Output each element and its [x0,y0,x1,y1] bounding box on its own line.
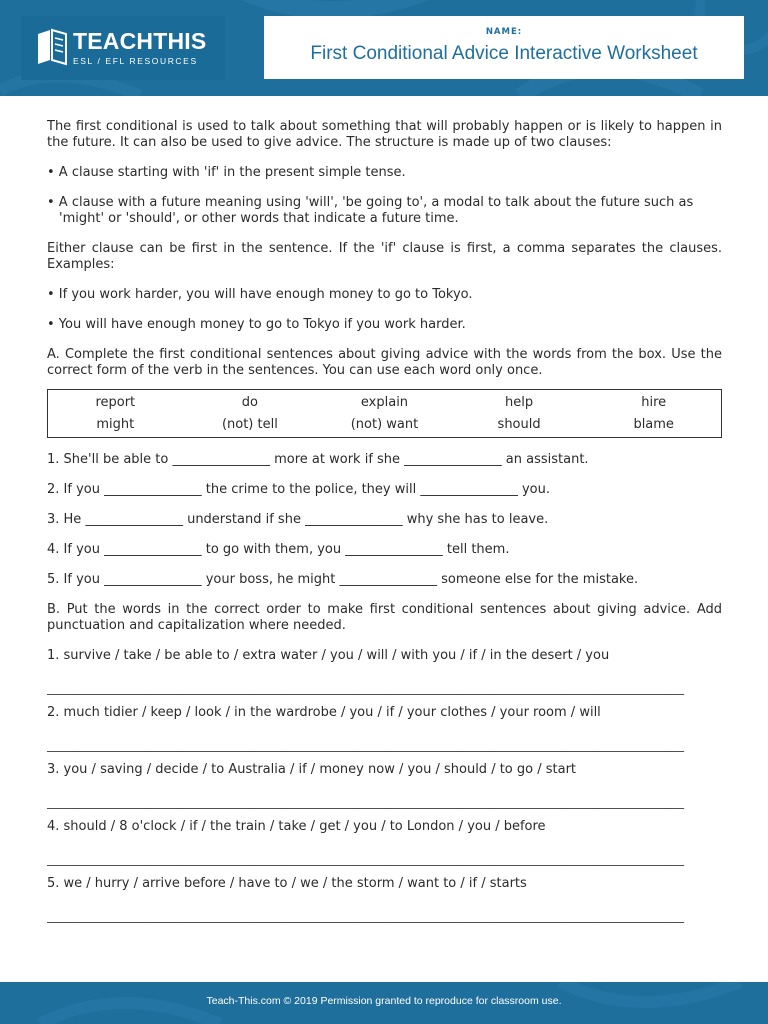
section-b-question-4: 4. should / 8 o'clock / if / the train / take / get / you / to London / you / before [47,819,546,834]
worksheet-content [47,119,722,925]
word-box-item: help [505,394,534,410]
answer-line[interactable]: __________________________________________________________________________________________________ [47,738,684,753]
structure-bullet-2: • A clause with a future meaning using 'will', 'be going to', a modal to talk about the future such as 'might' or 'should', or other words that indicate a future time. [47,195,694,226]
section-a-question-3[interactable]: 3. He _______________ understand if she _______________ why she has to leave. [47,512,549,527]
section-a-question-4[interactable]: 4. If you _______________ to go with them, you _______________ tell them. [47,542,510,557]
structure-bullet-1: • A clause starting with 'if' in the present simple tense. [47,165,406,180]
word-box-item: (not) want [350,416,419,432]
header-banner [0,0,768,96]
section-b-question-2: 2. much tidier / keep / look / in the wardrobe / you / if / your clothes / your room / will [47,705,601,720]
example-2: • You will have enough money to go to Tokyo if you work harder. [47,317,466,332]
section-a-instruction: A. Complete the first conditional sentences about giving advice with the words from the box. Use the correct form of the verb in the sentences. You can use each word only once. [47,347,722,378]
word-box-item: blame [633,416,674,432]
word-box-item: (not) tell [221,416,278,432]
word-box [47,389,722,438]
answer-line[interactable]: __________________________________________________________________________________________________ [47,852,684,867]
example-1: • If you work harder, you will have enough money to go to Tokyo. [47,287,473,302]
logo-wordmark: TEACHTHIS [73,28,207,54]
section-a-question-5[interactable]: 5. If you _______________ your boss, he might _______________ someone else for the mistake. [47,572,639,587]
word-box-item: might [96,416,135,432]
intro-paragraph: The first conditional is used to talk about something that will probably happen or is likely to happen in the future. It can also be used to give advice. The structure is made up of two clauses: [47,119,722,150]
logo-tagline: ESL / EFL RESOURCES [73,56,198,66]
word-box-item: hire [641,394,667,410]
book-icon [35,26,69,66]
clause-order-paragraph: Either clause can be first in the sentence. If the 'if' clause is first, a comma separates the clauses. Examples: [47,241,722,272]
copyright-notice: Teach-This.com © 2019 Permission granted to reproduce for classroom use. [206,995,562,1007]
section-b-instruction: B. Put the words in the correct order to make first conditional sentences about giving advice. Add punctuation and capitalization where needed. [47,602,722,633]
section-b-question-1: 1. survive / take / be able to / extra water / you / will / with you / if / in the desert / you [47,648,610,663]
word-box-item: do [241,394,258,410]
answer-line[interactable]: __________________________________________________________________________________________________ [47,681,684,696]
logo [21,16,225,80]
section-a-question-1[interactable]: 1. She'll be able to _______________ more at work if she _______________ an assistant. [47,452,589,467]
section-a-question-2[interactable]: 2. If you _______________ the crime to the police, they will _______________ you. [47,482,550,497]
footer-banner [0,982,768,1024]
word-box-item: report [95,394,136,410]
worksheet-title: First Conditional Advice Interactive Worksheet [310,43,698,64]
answer-line[interactable]: __________________________________________________________________________________________________ [47,909,684,924]
section-b-question-3: 3. you / saving / decide / to Australia / if / money now / you / should / to go / start [47,762,577,777]
answer-line[interactable]: __________________________________________________________________________________________________ [47,795,684,810]
name-label: NAME: [485,27,523,37]
title-panel [264,16,744,79]
word-box-item: explain [360,394,409,410]
word-box-item: should [497,416,541,432]
section-b-question-5: 5. we / hurry / arrive before / have to / we / the storm / want to / if / starts [47,876,527,891]
